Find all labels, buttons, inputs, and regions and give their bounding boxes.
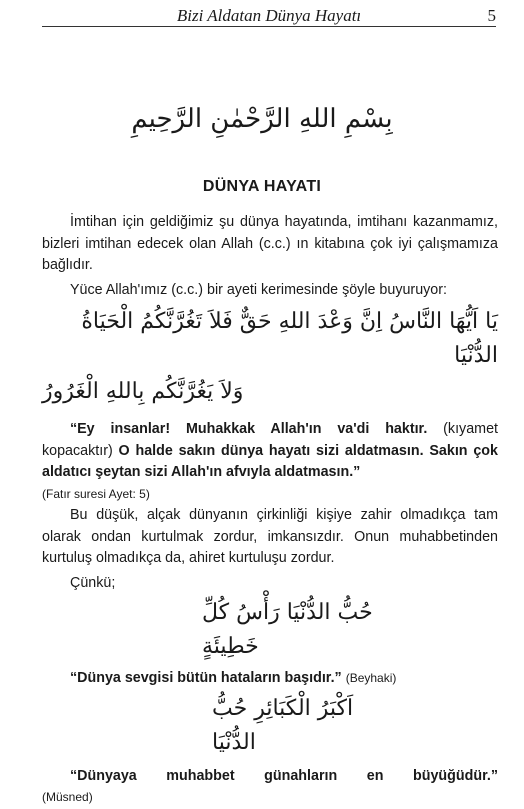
quote-1-bold-b: O halde sakın dünya hayatı sizi aldatmasın. Sakın çok aldatıcı şeytan sizi Allah'ın afvıyla aldatmasın.” bbox=[42, 442, 498, 480]
quote-1-bold-a: “Ey insanlar! Muhakkak Allah'ın va'di haktır. bbox=[70, 421, 428, 437]
hadith-2-arabic: اَكْبَرُ الْكَبَائِرِ حُبُّ الدُّنْيَا bbox=[212, 695, 354, 755]
ayah-line-1: يَا اَيُّهَا النَّاسُ اِنَّ وَعْدَ اللهِ حَقٌّ فَلاَ تَغُرَّنَّكُمُ الْحَيَاةُ الدُّنْيَا bbox=[81, 309, 498, 368]
body-text bbox=[42, 212, 498, 809]
hadith-1-arabic: حُبُّ الدُّنْيَا رَأْسُ كُلِّ خَطِيئَةٍ bbox=[202, 600, 373, 659]
paragraph-4: Çünkü; bbox=[70, 574, 116, 591]
running-title: Bizi Aldatan Dünya Hayatı bbox=[176, 6, 362, 25]
basmala: بِسْمِ اللهِ الرَّحْمٰنِ الرَّحِيمِ bbox=[131, 104, 393, 134]
quote-1-plain: (kıyamet kopacaktır) bbox=[42, 421, 498, 459]
paragraph-1: İmtihan için geldiğimiz şu dünya hayatında, imtihanı kazanmamız, bizleri imtihan edecek olan Allah (c.c.) ın kitabına çok iyi çalışmamıza bağlıdır. bbox=[42, 214, 498, 273]
hadith-1-source: (Beyhaki) bbox=[345, 671, 397, 685]
quote-1 bbox=[42, 419, 498, 484]
page-number: 5 bbox=[487, 6, 496, 25]
paragraph-2: Yüce Allah'ımız (c.c.) bir ayeti kerimesinde şöyle buyuruyor: bbox=[70, 281, 447, 298]
section-heading: DÜNYA HAYATI bbox=[202, 178, 322, 195]
paragraph-3: Bu düşük, alçak dünyanın çirkinliği kişiye zahir olmadıkça tam olarak ondan kurtulmak zordur, imkansızdır. Onun muhabbetinden kurtuluş olmadıkça da, ahiret kurtuluşu zordur. bbox=[42, 507, 498, 566]
hadith-2 bbox=[42, 766, 498, 788]
hadith-2-source: (Müsned) bbox=[42, 790, 93, 804]
source-1: (Fatır suresi Ayet: 5) bbox=[42, 486, 150, 501]
ayah-line-2: وَلاَ يَغُرَّنَّكُم بِاللهِ الْغَرُورُ bbox=[42, 379, 244, 404]
running-header bbox=[42, 4, 496, 27]
hadith-1 bbox=[42, 668, 498, 690]
hadith-1-text: “Dünya sevgisi bütün hataların başıdır.” bbox=[70, 670, 342, 686]
hadith-2-text: “Dünyaya muhabbet günahların en büyüğüdür.” bbox=[70, 767, 498, 784]
